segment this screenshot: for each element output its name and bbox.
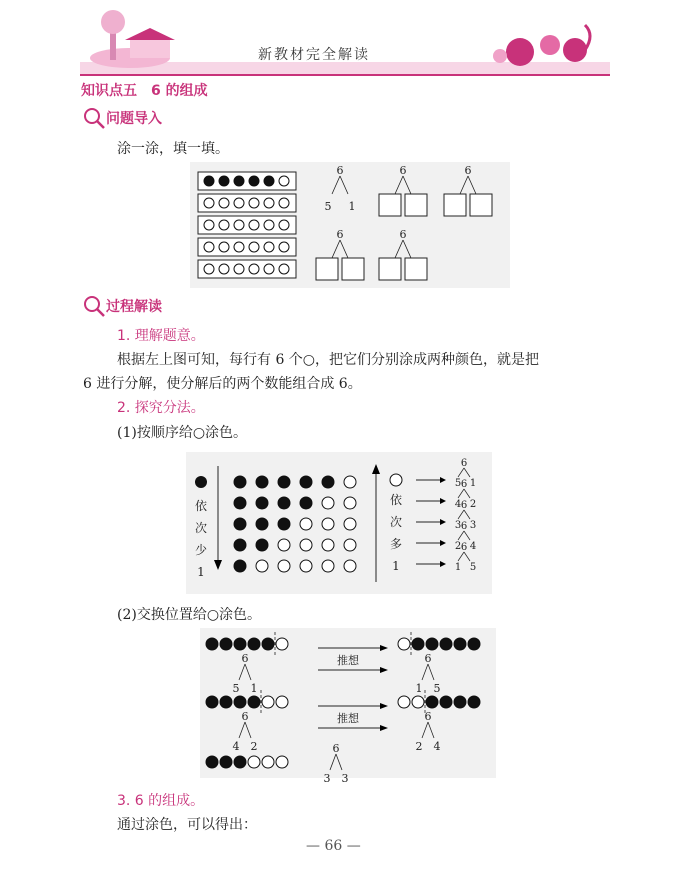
filled-circle: [262, 638, 274, 650]
tree-right-number: 2: [250, 740, 258, 753]
empty-circle: [390, 474, 402, 486]
tree-top-number: 6: [464, 164, 472, 177]
empty-circle: [264, 220, 274, 230]
method1: (1)按顺序给○涂色。: [117, 425, 248, 441]
empty-circle: [398, 638, 410, 650]
tree-right-number: 4: [433, 740, 441, 753]
tree-left-number: 1: [415, 682, 423, 695]
filled-circle: [206, 638, 218, 650]
filled-circle: [440, 638, 452, 650]
right-label-char: 次: [389, 515, 403, 529]
figure-two: [186, 452, 492, 594]
filled-circle: [234, 518, 246, 530]
filled-circle: [256, 539, 268, 551]
header-title: 新教材完全解读: [258, 47, 370, 63]
filled-circle: [440, 696, 452, 708]
step2-title: 2. 探究分法。: [117, 400, 205, 416]
filled-circle: [220, 696, 232, 708]
answer-box: [379, 258, 401, 280]
tree-right-number: 5: [469, 562, 477, 573]
filled-circle: [412, 638, 424, 650]
empty-circle: [249, 264, 259, 274]
empty-circle: [234, 220, 244, 230]
filled-circle: [256, 497, 268, 509]
filled-circle: [195, 476, 207, 488]
filled-circle: [220, 756, 232, 768]
empty-circle: [249, 220, 259, 230]
magnifier-icon: [82, 294, 106, 318]
filled-circle: [278, 476, 290, 488]
empty-circle: [300, 518, 312, 530]
answer-box: [405, 258, 427, 280]
magnifier-icon: [82, 106, 106, 130]
filled-circle: [426, 638, 438, 650]
empty-circle: [276, 638, 288, 650]
figure-one-rows: [198, 172, 296, 278]
empty-circle: [412, 696, 424, 708]
step1-line2: 6 进行分解，使分解后的两个数能组合成 6。: [83, 376, 362, 392]
tree-right-number: 1: [250, 682, 258, 695]
tree-top-number: 6: [241, 652, 249, 665]
filled-circle: [219, 176, 229, 186]
empty-circle: [204, 220, 214, 230]
empty-circle: [344, 476, 356, 488]
figure-one: [190, 162, 510, 288]
tree-right-number: 4: [469, 541, 477, 552]
empty-circle: [249, 242, 259, 252]
filled-circle: [468, 696, 480, 708]
empty-circle: [276, 756, 288, 768]
filled-circle: [206, 756, 218, 768]
empty-circle: [278, 560, 290, 572]
tree-right-number: 1: [469, 478, 477, 489]
filled-circle: [278, 518, 290, 530]
tree-top-number: 6: [460, 542, 468, 553]
answer-box: [316, 258, 338, 280]
step1-title: 1. 理解题意。: [117, 328, 205, 344]
empty-circle: [264, 264, 274, 274]
empty-circle: [264, 198, 274, 208]
filled-circle: [234, 638, 246, 650]
header-decoration: [80, 0, 610, 80]
empty-circle: [256, 560, 268, 572]
filled-circle: [278, 497, 290, 509]
empty-circle: [300, 539, 312, 551]
empty-circle: [322, 560, 334, 572]
filled-circle: [256, 518, 268, 530]
tree-right-number: 1: [348, 200, 356, 213]
empty-circle: [279, 198, 289, 208]
empty-circle: [219, 264, 229, 274]
method2: (2)交换位置给○涂色。: [117, 607, 262, 623]
empty-circle: [322, 497, 334, 509]
tree-right-number: 2: [469, 499, 477, 510]
process-label: 过程解读: [106, 299, 162, 315]
filled-circle: [234, 497, 246, 509]
empty-circle: [279, 242, 289, 252]
empty-circle: [249, 198, 259, 208]
infer-label: 推想: [337, 654, 359, 667]
step1-line1: 根据左上图可知，每行有 6 个○，把它们分别涂成两种颜色，就是把: [117, 352, 540, 368]
figure-two-background: [186, 452, 492, 594]
empty-circle: [262, 756, 274, 768]
empty-circle: [322, 539, 334, 551]
filled-circle: [468, 638, 480, 650]
right-label-char: 1: [392, 559, 400, 573]
filled-circle: [426, 696, 438, 708]
left-label-char: 依: [194, 499, 208, 513]
filled-circle: [234, 539, 246, 551]
empty-circle: [279, 176, 289, 186]
tree-top-number: 6: [332, 742, 340, 755]
empty-circle: [344, 518, 356, 530]
left-label-char: 1: [197, 565, 205, 579]
tree-right-number: 5: [433, 682, 441, 695]
tree-top-number: 6: [460, 521, 468, 532]
tree-top-number: 6: [460, 500, 468, 511]
filled-circle: [300, 497, 312, 509]
section-heading: 知识点五 6 的组成: [81, 83, 208, 99]
right-label-char: 多: [389, 537, 403, 551]
right-label-char: 依: [389, 493, 403, 507]
answer-box: [379, 194, 401, 216]
tree-top-number: 6: [399, 228, 407, 241]
instruction: 涂一涂，填一填。: [117, 141, 229, 157]
filled-circle: [234, 696, 246, 708]
figure-three: [200, 628, 496, 785]
empty-circle: [344, 497, 356, 509]
tree-left-number: 4: [454, 499, 462, 510]
filled-circle: [234, 560, 246, 572]
empty-circle: [248, 756, 260, 768]
tree-top-number: 6: [424, 710, 432, 723]
empty-circle: [276, 696, 288, 708]
tree-left-number: 2: [415, 740, 423, 753]
empty-circle: [234, 264, 244, 274]
tree-top-number: 6: [460, 458, 468, 469]
tree-left-number: 4: [232, 740, 240, 753]
infer-label: 推想: [337, 712, 359, 725]
empty-circle: [204, 242, 214, 252]
filled-circle: [206, 696, 218, 708]
answer-box: [405, 194, 427, 216]
intro-label: 问题导入: [106, 111, 162, 127]
filled-circle: [322, 476, 334, 488]
filled-circle: [234, 476, 246, 488]
filled-circle: [234, 176, 244, 186]
filled-circle: [454, 696, 466, 708]
tree-top-number: 6: [399, 164, 407, 177]
filled-circle: [256, 476, 268, 488]
empty-circle: [204, 264, 214, 274]
answer-box: [342, 258, 364, 280]
filled-circle: [454, 638, 466, 650]
tree-left-number: 1: [454, 562, 462, 573]
tree-left-number: 5: [454, 478, 462, 489]
tree-top-number: 6: [336, 228, 344, 241]
empty-circle: [322, 518, 334, 530]
filled-circle: [248, 696, 260, 708]
step3-text: 通过涂色，可以得出：: [117, 817, 257, 833]
empty-circle: [219, 198, 229, 208]
tree-left-number: 5: [232, 682, 240, 695]
empty-circle: [300, 560, 312, 572]
tree-top-number: 6: [336, 164, 344, 177]
empty-circle: [234, 198, 244, 208]
empty-circle: [344, 539, 356, 551]
empty-circle: [219, 242, 229, 252]
answer-box: [470, 194, 492, 216]
filled-circle: [234, 756, 246, 768]
tree-left-number: 2: [454, 541, 462, 552]
empty-circle: [279, 220, 289, 230]
empty-circle: [262, 696, 274, 708]
tree-top-number: 6: [424, 652, 432, 665]
filled-circle: [264, 176, 274, 186]
tree-top-number: 6: [241, 710, 249, 723]
filled-circle: [220, 638, 232, 650]
tree-left-number: 3: [454, 520, 462, 531]
page-number: — 66 —: [306, 838, 361, 854]
filled-circle: [300, 476, 312, 488]
empty-circle: [234, 242, 244, 252]
empty-circle: [264, 242, 274, 252]
tree-top-number: 6: [460, 479, 468, 490]
empty-circle: [219, 220, 229, 230]
empty-circle: [344, 560, 356, 572]
left-label-char: 少: [194, 543, 208, 557]
left-label-char: 次: [194, 521, 208, 535]
step3-title: 3. 6 的组成。: [117, 793, 205, 809]
empty-circle: [279, 264, 289, 274]
filled-circle: [248, 638, 260, 650]
filled-circle: [249, 176, 259, 186]
empty-circle: [278, 539, 290, 551]
tree-left-number: 5: [324, 200, 332, 213]
empty-circle: [398, 696, 410, 708]
answer-box: [444, 194, 466, 216]
tree-left-number: 3: [323, 772, 331, 785]
empty-circle: [204, 198, 214, 208]
tree-right-number: 3: [341, 772, 349, 785]
filled-circle: [204, 176, 214, 186]
tree-right-number: 3: [469, 520, 477, 531]
